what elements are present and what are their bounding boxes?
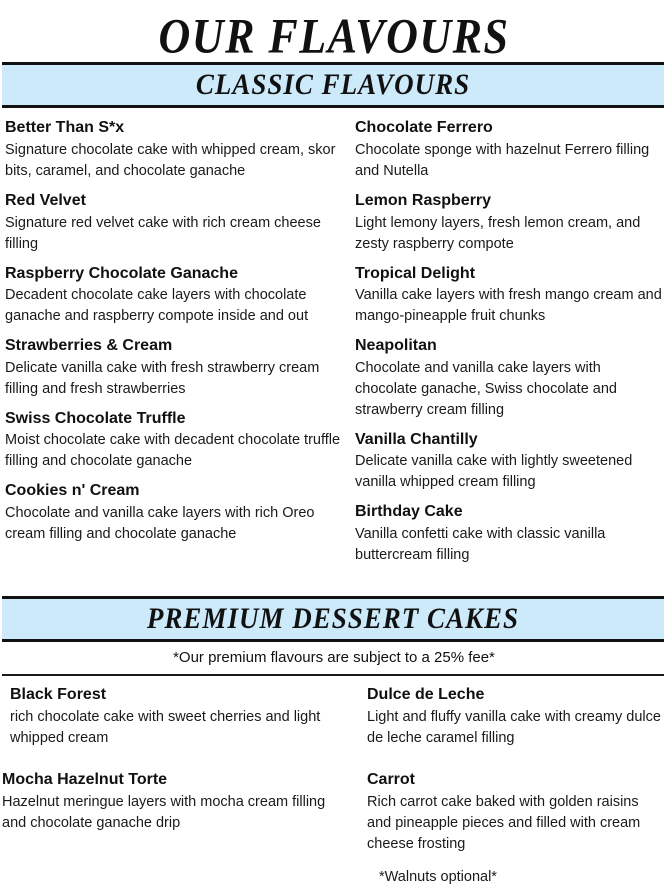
flavour-item xyxy=(2,769,345,834)
premium-right-column xyxy=(355,684,668,884)
premium-flavours-list xyxy=(0,676,668,884)
flavour-name: Tropical Delight xyxy=(355,264,476,282)
flavour-item xyxy=(5,335,345,400)
section-spacer xyxy=(0,574,668,596)
premium-dessert-cakes-banner-label: PREMIUM DESSERT CAKES xyxy=(146,601,520,635)
flavour-item xyxy=(355,429,662,494)
flavour-description: Delicate vanilla cake with lightly sweetened vanilla whipped cream filling xyxy=(355,453,633,491)
flavour-name: Strawberries & Cream xyxy=(5,337,173,355)
flavour-item xyxy=(5,117,345,182)
flavour-item xyxy=(355,190,662,255)
flavour-name: Carrot xyxy=(367,771,416,789)
walnuts-footnote: *Walnuts optional* xyxy=(379,868,497,885)
flavour-name: Dulce de Leche xyxy=(367,686,485,704)
flavour-name: Swiss Chocolate Truffle xyxy=(5,409,186,427)
flavour-name: Cookies n' Cream xyxy=(5,482,140,500)
flavour-description: Vanilla confetti cake with classic vanilla buttercream filling xyxy=(355,526,606,564)
classic-flavours-banner xyxy=(2,65,664,105)
flavour-item xyxy=(355,501,662,566)
premium-dessert-cakes-banner xyxy=(2,599,664,639)
flavour-description: Chocolate and vanilla cake layers with rich Oreo cream filling and chocolate ganache xyxy=(5,505,315,543)
classic-left-column xyxy=(0,117,355,553)
flavour-description: Light and fluffy vanilla cake with creamy dulce de leche caramel filling xyxy=(367,709,661,747)
flavour-item xyxy=(355,117,662,182)
flavour-item xyxy=(355,335,662,421)
classic-flavours-list xyxy=(0,108,668,574)
flavour-description: Vanilla cake layers with fresh mango cream and mango-pineapple fruit chunks xyxy=(355,287,662,325)
flavour-description: Light lemony layers, fresh lemon cream, and zesty raspberry compote xyxy=(355,214,641,252)
flavour-item xyxy=(5,480,345,545)
flavour-description: Hazelnut meringue layers with mocha cream filling and chocolate ganache drip xyxy=(2,793,326,831)
flavour-name: Black Forest xyxy=(10,686,107,704)
flavour-name: Better Than S*x xyxy=(5,119,125,137)
flavour-description: Decadent chocolate cake layers with chocolate ganache and raspberry compote inside and out xyxy=(5,287,309,325)
flavour-name: Mocha Hazelnut Torte xyxy=(2,771,168,789)
flavour-name: Lemon Raspberry xyxy=(355,191,492,209)
premium-fee-note: *Our premium flavours are subject to a 25% fee* xyxy=(173,649,495,667)
flavour-name: Neapolitan xyxy=(355,337,437,355)
flavour-item xyxy=(5,263,345,328)
flavour-name: Chocolate Ferrero xyxy=(355,119,493,137)
flavour-description: Chocolate and vanilla cake layers with chocolate ganache, Swiss chocolate and strawberry cream filling xyxy=(355,359,617,418)
flavour-name: Red Velvet xyxy=(5,191,86,209)
flavour-description: Delicate vanilla cake with fresh strawberry cream filling and fresh strawberries xyxy=(5,359,320,397)
flavour-item xyxy=(2,684,345,749)
flavour-item xyxy=(5,408,345,473)
flavour-name: Vanilla Chantilly xyxy=(355,430,478,448)
flavour-name: Raspberry Chocolate Ganache xyxy=(5,264,238,282)
flavour-item xyxy=(367,769,662,855)
flavour-description: Signature chocolate cake with whipped cream, skor bits, caramel, and chocolate ganache xyxy=(5,141,336,179)
flavour-name: Birthday Cake xyxy=(355,503,463,521)
flavour-item xyxy=(367,684,662,749)
flavour-description: rich chocolate cake with sweet cherries and light whipped cream xyxy=(10,709,321,747)
flavour-description: Signature red velvet cake with rich cream cheese filling xyxy=(5,214,321,252)
classic-flavours-banner-label: CLASSIC FLAVOURS xyxy=(195,67,471,101)
flavour-item xyxy=(355,263,662,328)
classic-right-column xyxy=(355,117,668,574)
flavour-description: Moist chocolate cake with decadent chocolate truffle filling and chocolate ganache xyxy=(5,432,341,470)
flavour-item xyxy=(5,190,345,255)
page-title: OUR FLAVOURS xyxy=(158,7,510,64)
flavour-description: Rich carrot cake baked with golden raisins and pineapple pieces and filled with cream cheese frosting xyxy=(367,793,641,852)
flavour-description: Chocolate sponge with hazelnut Ferrero filling and Nutella xyxy=(355,141,650,179)
premium-left-column xyxy=(0,684,355,853)
